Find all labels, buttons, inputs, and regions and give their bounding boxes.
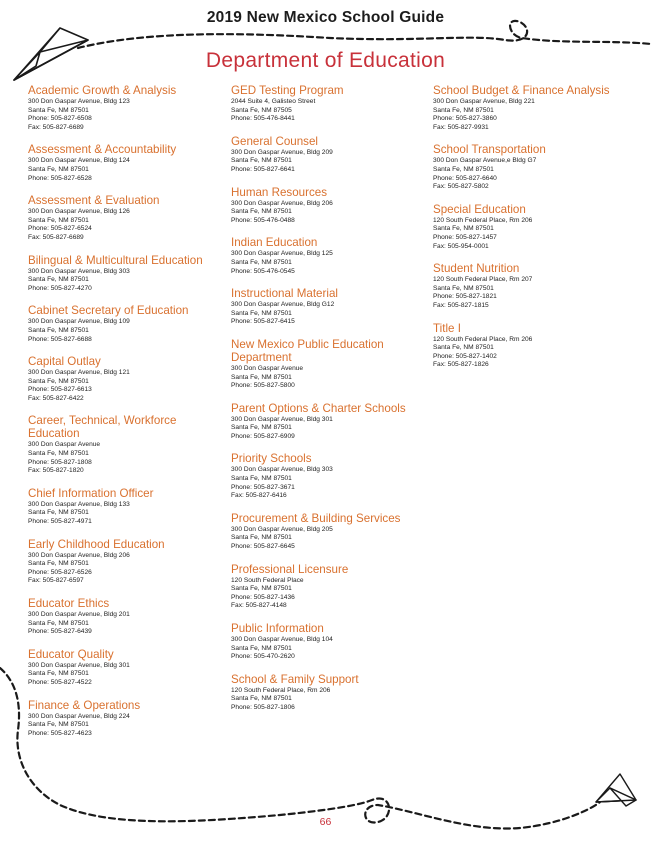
directory-entry (433, 322, 643, 370)
contact-line: Phone: 505-827-6415 (231, 318, 295, 326)
directory-entry (28, 143, 228, 183)
office-name: Indian Education (231, 236, 318, 250)
contact-line: 300 Don Gaspar Avenue, Bldg 124 (28, 157, 130, 165)
contact-line: Fax: 505-954-0001 (433, 242, 489, 250)
contact-line: Fax: 505-827-9931 (433, 123, 489, 131)
contact-line: Fax: 505-827-4148 (231, 602, 287, 610)
contact-line: 300 Don Gaspar Avenue, Bldg 209 (231, 148, 333, 156)
contact-line: Phone: 505-827-3860 (433, 115, 497, 123)
office-name: Student Nutrition (433, 262, 520, 276)
contact-line: Fax: 505-827-1826 (433, 361, 489, 369)
contact-line: Phone: 505-827-4971 (28, 518, 92, 526)
contact-line: 300 Don Gaspar Avenue, Bldg 126 (28, 208, 130, 216)
contact-line: 300 Don Gaspar Avenue, Bldg 303 (28, 267, 130, 275)
directory-entry (231, 186, 431, 226)
contact-line: 300 Don Gaspar Avenue, Bldg 109 (28, 318, 130, 326)
contact-line: Phone: 505-827-6688 (28, 335, 92, 343)
contact-line: Phone: 505-827-6524 (28, 225, 92, 233)
contact-line: 120 South Federal Place, Rm 206 (231, 686, 331, 694)
directory-entry (28, 414, 228, 475)
contact-line: Santa Fe, NM 87501 (433, 225, 494, 233)
office-name: General Counsel (231, 134, 319, 148)
contact-line: Santa Fe, NM 87501 (28, 326, 89, 334)
office-name: Bilingual & Multicultural Education (28, 253, 203, 267)
office-name: Cabinet Secretary of Education (28, 304, 189, 318)
directory-entry (231, 135, 431, 175)
directory-entry (231, 452, 431, 500)
contact-line: 300 Don Gaspar Avenue, Bldg 221 (433, 98, 535, 105)
contact-line: Phone: 505-827-6909 (231, 432, 295, 440)
directory-column-3 (433, 84, 643, 381)
contact-line: Phone: 505-827-1806 (231, 703, 295, 711)
contact-line: Phone: 505-827-6526 (28, 568, 92, 576)
contact-line: Santa Fe, NM 87501 (231, 695, 292, 703)
contact-line: 300 Don Gaspar Avenue, Bldg 301 (28, 661, 130, 669)
office-name: Assessment & Accountability (28, 143, 177, 157)
directory-entry (28, 648, 228, 688)
contact-line: 120 South Federal Place, Rm 206 (433, 335, 533, 343)
contact-line: Phone: 505-827-6508 (28, 115, 92, 123)
contact-line: Phone: 505-827-4522 (28, 678, 92, 686)
directory-entry (28, 355, 228, 403)
contact-line: Santa Fe, NM 87501 (433, 344, 494, 352)
contact-line: 300 Don Gaspar Avenue,e Bldg G7 (433, 157, 537, 165)
contact-line: 300 Don Gaspar Avenue (28, 441, 101, 449)
directory-entry (231, 402, 431, 442)
contact-line: Phone: 505-827-6613 (28, 386, 92, 394)
contact-line: Phone: 505-827-5800 (231, 382, 295, 390)
directory-entry (433, 84, 643, 132)
directory-entry (28, 304, 228, 344)
office-name: Special Education (433, 202, 526, 216)
contact-line: 300 Don Gaspar Avenue, Bldg 125 (231, 250, 333, 258)
contact-line: Fax: 505-827-6597 (28, 577, 84, 585)
contact-line: Santa Fe, NM 87501 (231, 309, 292, 317)
contact-line: 300 Don Gaspar Avenue, Bldg 206 (28, 551, 130, 559)
office-name: Academic Growth & Analysis (28, 84, 177, 97)
contact-line: 300 Don Gaspar Avenue, Bldg 121 (28, 369, 130, 377)
contact-line: Santa Fe, NM 87501 (28, 509, 89, 517)
contact-line: Santa Fe, NM 87501 (28, 560, 89, 568)
contact-line: 120 South Federal Place (231, 576, 304, 584)
office-name: School Budget & Finance Analysis (433, 84, 610, 97)
contact-line: 300 Don Gaspar Avenue, Bldg 205 (231, 525, 333, 533)
directory-entry (433, 143, 643, 191)
contact-line: Phone: 505-470-2620 (231, 653, 295, 661)
contact-line: Phone: 505-827-1436 (231, 593, 295, 601)
contact-line: Phone: 505-827-6645 (231, 543, 295, 551)
contact-line: 300 Don Gaspar Avenue, Bldg 206 (231, 199, 333, 207)
directory-column-2 (231, 84, 431, 724)
contact-line: Fax: 505-827-1820 (28, 467, 84, 475)
contact-line: Santa Fe, NM 87501 (28, 106, 89, 114)
office-name: Career, Technical, Workforce Education (28, 414, 177, 441)
contact-line: Phone: 505-827-6640 (433, 174, 497, 182)
contact-line: Phone: 505-827-1402 (433, 352, 497, 360)
directory-entry (231, 512, 431, 552)
directory-entry (231, 338, 431, 391)
contact-line: 300 Don Gaspar Avenue, Bldg 123 (28, 98, 130, 105)
contact-line: Phone: 505-827-4270 (28, 284, 92, 292)
contact-line: Santa Fe, NM 87501 (231, 534, 292, 542)
office-name: Educator Ethics (28, 597, 110, 610)
office-name: Title I (433, 321, 461, 335)
directory-entry (28, 487, 228, 527)
directory-entry (28, 699, 228, 739)
office-name: New Mexico Public Education Department (231, 337, 384, 364)
office-name: Capital Outlay (28, 355, 101, 369)
office-name: Priority Schools (231, 452, 312, 466)
contact-line: Santa Fe, NM 87501 (231, 475, 292, 483)
office-name: Educator Quality (28, 647, 114, 661)
contact-line: Santa Fe, NM 87501 (28, 165, 89, 173)
office-name: Chief Information Officer (28, 486, 154, 500)
contact-line: Santa Fe, NM 87501 (28, 377, 89, 385)
directory-entry (28, 538, 228, 586)
contact-line: Phone: 505-827-4623 (28, 729, 92, 737)
contact-line: 300 Don Gaspar Avenue, Bldg 104 (231, 636, 333, 643)
page-number: 66 (319, 816, 332, 828)
office-name: Instructional Material (231, 287, 338, 301)
guide-title: 2019 New Mexico School Guide (206, 9, 445, 26)
contact-line: Fax: 505-827-6689 (28, 123, 84, 131)
directory-entry (28, 597, 228, 637)
office-name: Procurement & Building Services (231, 511, 401, 525)
directory-entry (433, 262, 643, 310)
contact-line: 300 Don Gaspar Avenue, Bldg 133 (28, 500, 130, 508)
contact-line: Fax: 505-827-6689 (28, 233, 84, 241)
contact-line: Santa Fe, NM 87501 (28, 721, 89, 729)
contact-line: Santa Fe, NM 87501 (28, 670, 89, 678)
contact-line: Santa Fe, NM 87501 (231, 373, 292, 381)
contact-line: Phone: 505-827-6439 (28, 628, 92, 636)
contact-line: Santa Fe, NM 87501 (231, 424, 292, 432)
office-name: Assessment & Evaluation (28, 194, 160, 208)
directory-entry (231, 84, 431, 124)
directory-entry (28, 254, 228, 294)
directory-entry (28, 84, 228, 132)
contact-line: 300 Don Gaspar Avenue, Bldg 301 (231, 415, 333, 423)
office-name: Public Information (231, 622, 324, 635)
directory-entry (231, 236, 431, 276)
contact-line: Santa Fe, NM 87501 (28, 619, 89, 627)
office-name: Parent Options & Charter Schools (231, 401, 406, 415)
contact-line: Phone: 505-827-6641 (231, 165, 295, 173)
contact-line: Santa Fe, NM 87501 (231, 585, 292, 593)
contact-line: Fax: 505-827-6416 (231, 492, 287, 500)
contact-line: Phone: 505-827-6528 (28, 174, 92, 182)
contact-line: Santa Fe, NM 87501 (28, 216, 89, 224)
office-name: GED Testing Program (231, 84, 344, 97)
contact-line: Phone: 505-827-1821 (433, 293, 497, 301)
contact-line: 300 Don Gaspar Avenue (231, 364, 304, 372)
contact-line: Phone: 505-476-8441 (231, 115, 295, 123)
page-title: Department of Education (205, 49, 446, 72)
contact-line: Phone: 505-476-0488 (231, 216, 295, 224)
contact-line: Phone: 505-827-1457 (433, 233, 497, 241)
contact-line: Fax: 505-827-6422 (28, 394, 84, 402)
contact-line: Fax: 505-827-1815 (433, 301, 489, 309)
contact-line: Santa Fe, NM 87501 (28, 276, 89, 284)
contact-line: 300 Don Gaspar Avenue, Bldg G12 (231, 301, 335, 309)
paper-airplane-icon (596, 774, 636, 806)
contact-line: Santa Fe, NM 87501 (433, 106, 494, 114)
contact-line: 120 South Federal Place, Rm 207 (433, 276, 533, 284)
contact-line: 300 Don Gaspar Avenue, Bldg 201 (28, 611, 130, 618)
office-name: School Transportation (433, 143, 546, 157)
contact-line: Santa Fe, NM 87501 (433, 165, 494, 173)
directory-entry (231, 287, 431, 327)
contact-line: Santa Fe, NM 87501 (231, 644, 292, 652)
directory-entry (433, 203, 643, 251)
directory-entry (28, 194, 228, 242)
directory-entry (231, 622, 431, 662)
office-name: Early Childhood Education (28, 537, 165, 551)
office-name: School & Family Support (231, 672, 359, 686)
contact-line: 120 South Federal Place, Rm 206 (433, 216, 533, 224)
contact-line: Phone: 505-476-0545 (231, 267, 295, 275)
contact-line: Fax: 505-827-5802 (433, 183, 489, 191)
contact-line: Santa Fe, NM 87501 (231, 157, 292, 165)
office-name: Finance & Operations (28, 698, 141, 712)
contact-line: Santa Fe, NM 87501 (231, 258, 292, 266)
office-name: Professional Licensure (231, 562, 349, 576)
contact-line: Santa Fe, NM 87501 (28, 450, 89, 458)
contact-line: 300 Don Gaspar Avenue, Bldg 224 (28, 712, 130, 720)
directory-column-1 (28, 84, 228, 749)
contact-line: Phone: 505-827-1808 (28, 458, 92, 466)
directory-entry (231, 563, 431, 611)
contact-line: Santa Fe, NM 87505 (231, 106, 292, 114)
contact-line: Santa Fe, NM 87501 (231, 208, 292, 216)
directory-entry (231, 673, 431, 713)
contact-line: Phone: 505-827-3671 (231, 483, 295, 491)
office-name: Human Resources (231, 185, 328, 199)
contact-line: Santa Fe, NM 87501 (433, 284, 494, 292)
contact-line: 300 Don Gaspar Avenue, Bldg 303 (231, 466, 333, 474)
contact-line: 2044 Suite 4, Galisteo Street (231, 98, 316, 105)
